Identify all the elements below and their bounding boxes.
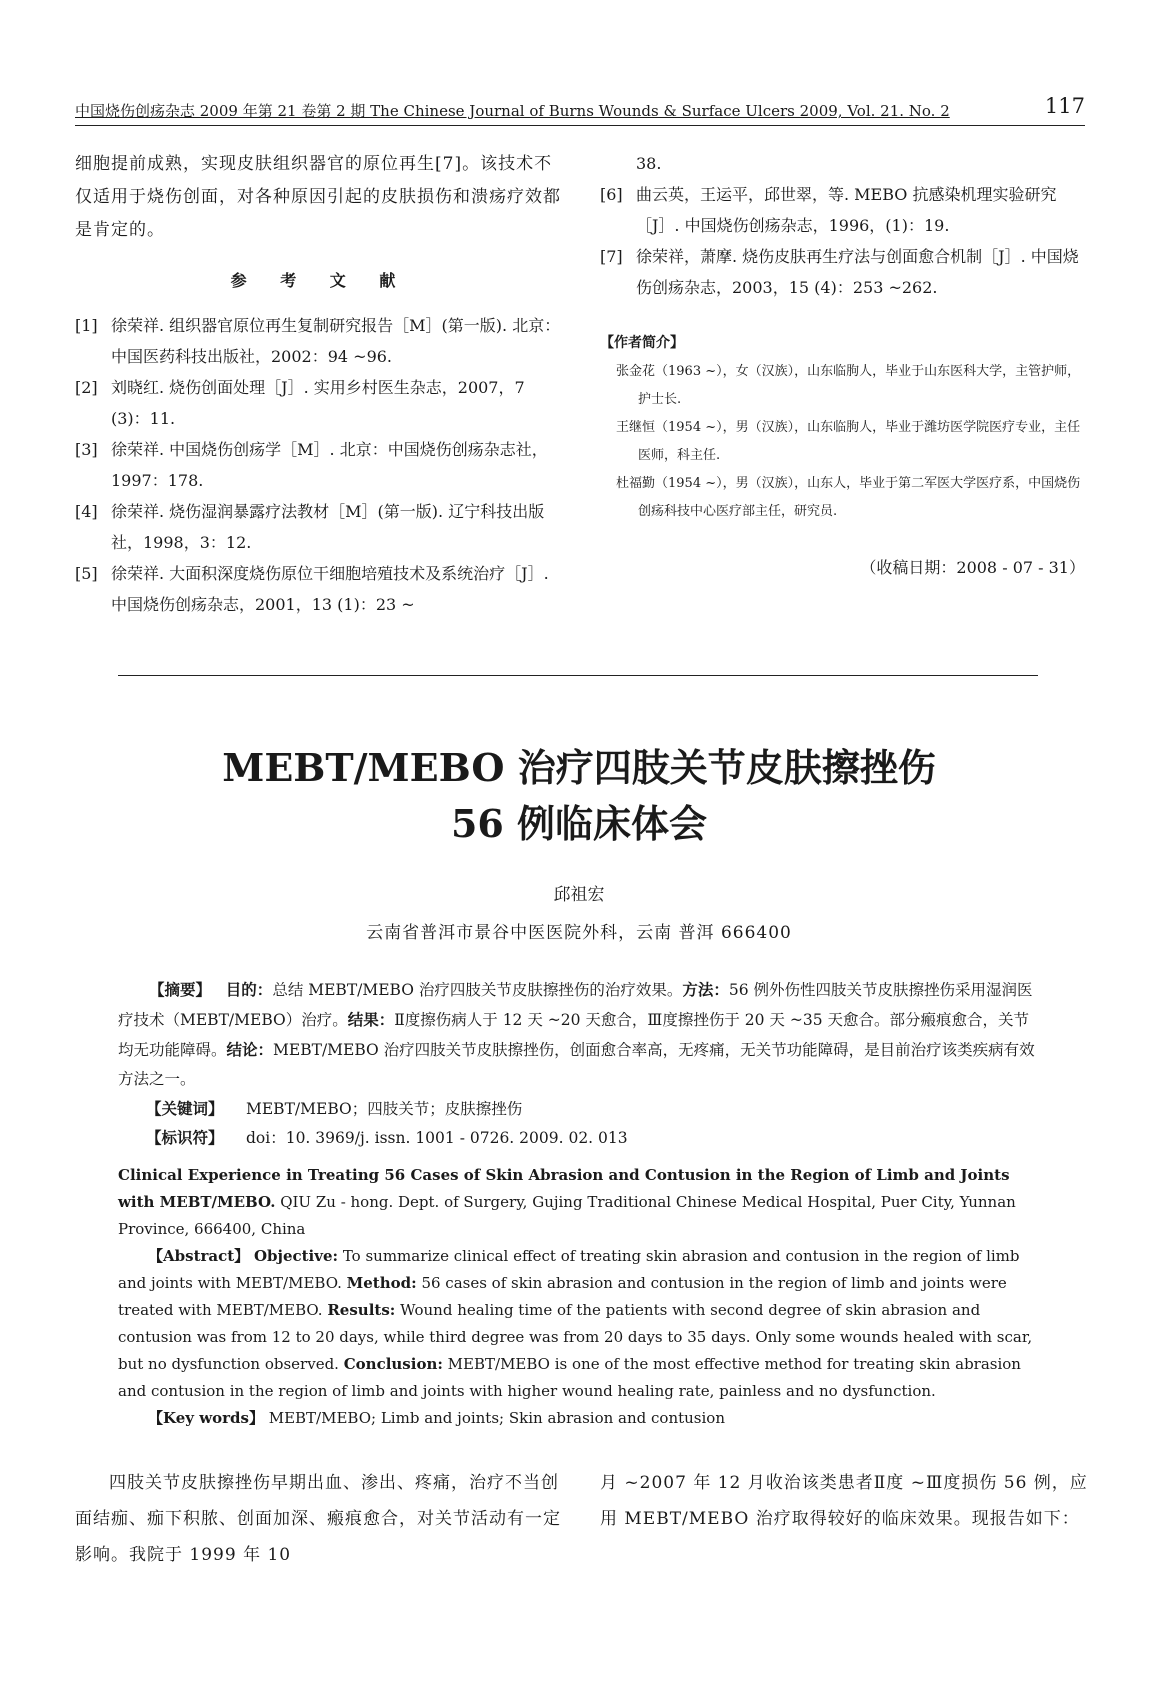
reference-item: [6] 曲云英，王运平，邱世翠，等. MEBO 抗感染机理实验研究［J］. 中国烧伤创疡杂志，1996，(1)：19. — [600, 185, 1057, 235]
reference-continuation: 38. — [636, 154, 662, 173]
en-objective-label: Objective: — [253, 1247, 339, 1265]
author-affiliation: 云南省普洱市景谷中医医院外科，云南 普洱 666400 — [366, 923, 792, 943]
conclusion-text: MEBT/MEBO 治疗四肢关节皮肤擦挫伤，创面愈合率高，无疼痛，无关节功能障碍，是目前治疗该类疾病有效方法之一。 — [118, 1041, 1035, 1088]
objective-label: 目的： — [225, 980, 273, 999]
reference-item: [2] 刘晓红. 烧伤创面处理［J］. 实用乡村医生杂志，2007，7 (3)：11. — [75, 378, 525, 428]
reference-item: [4] 徐荣祥. 烧伤湿润暴露疗法教材［M］(第一版). 辽宁科技出版社，1998，3：12. — [75, 502, 545, 552]
references-list-right — [600, 148, 1090, 303]
article-divider — [118, 675, 1038, 676]
abstract-label: 【摘要】 — [149, 980, 212, 999]
en-method-text: 56 cases of skin abrasion and contusion in the region of limb and joints were treated with MEBT/MEBO. — [118, 1274, 1007, 1319]
reference-item: [3] 徐荣祥. 中国烧伤创疡学［M］. 北京：中国烧伤创疡杂志社，1997：178. — [75, 440, 548, 490]
method-text: 56 例外伤性四肢关节皮肤擦挫伤采用湿润医疗技术（MEBT/MEBO）治疗。 — [118, 981, 1033, 1029]
results-text: Ⅱ度擦伤病人于 12 天 ~20 天愈合，Ⅲ度擦挫伤于 20 天 ~35 天愈合。部分瘢痕愈合，关节均无功能障碍。 — [118, 1011, 1030, 1059]
conclusion-label: 结论： — [226, 1040, 274, 1059]
reference-item: [7] 徐荣祥，萧摩. 烧伤皮肤再生疗法与创面愈合机制［J］. 中国烧伤创疡杂志，2003，15 (4)：253 ~262. — [600, 247, 1079, 297]
author-info — [600, 358, 1090, 526]
author-bio: 张金花（1963 ~），女（汉族），山东临朐人，毕业于山东医科大学，主管护师，护士长. — [616, 364, 1081, 407]
abstract-chinese — [118, 975, 1038, 1152]
en-results-text: Wound healing time of the patients with second degree of skin abrasion and contusion was from 12 to 20 days, while third degree was from 20 days to 35 days. Only some wounds healed with scar, but no dysfunction observed. — [118, 1301, 1033, 1373]
keywords-label: 【关键词】 — [146, 1099, 224, 1118]
title-line-2: 56 例临床体会 — [450, 801, 708, 846]
author-bio: 杜福勤（1954 ~），男（汉族），山东人，毕业于第二军医大学医疗系，中国烧伤创疡科技中心医疗部主任，研究员. — [616, 476, 1081, 519]
body-text-right: 月 ~2007 年 12 月收治该类患者Ⅱ度 ~Ⅲ度损伤 56 例，应用 MEBT/MEBO 治疗取得较好的临床效果。现报告如下： — [600, 1473, 1088, 1529]
running-title: 中国烧伤创疡杂志 2009 年第 21 卷第 2 期 The Chinese Journal of Burns Wounds & Surface Ulcers 2009, Vol. 21. No. 2 — [75, 102, 950, 120]
en-conclusion-label: Conclusion: — [343, 1355, 443, 1373]
author-info-heading: 【作者简介】 — [600, 335, 684, 351]
en-results-label: Results: — [327, 1301, 396, 1319]
body-text-left: 四肢关节皮肤擦挫伤早期出血、渗出、疼痛，治疗不当创面结痂、痂下积脓、创面加深、瘢痕愈合，对关节活动有一定影响。我院于 1999 年 10 — [75, 1473, 561, 1565]
keywords-row — [118, 1094, 1038, 1123]
references-heading: 参 考 文 献 — [230, 271, 410, 290]
running-header — [75, 94, 1085, 124]
identifier-label: 【标识符】 — [146, 1128, 224, 1147]
english-title: Clinical Experience in Treating 56 Cases of Skin Abrasion and Contusion in the Region of Limb and Joints with MEBT/MEBO. — [118, 1166, 1010, 1211]
en-abstract-label: 【Abstract】 — [148, 1247, 250, 1265]
results-label: 结果： — [347, 1010, 395, 1029]
en-keywords-label: 【Key words】 — [148, 1409, 264, 1427]
article-title — [0, 740, 1158, 852]
objective-text: 总结 MEBT/MEBO 治疗四肢关节皮肤擦挫伤的治疗效果。 — [272, 981, 683, 999]
en-keywords-text: MEBT/MEBO; Limb and joints; Skin abrasion and contusion — [263, 1409, 725, 1427]
article-author: 邱祖宏 — [553, 885, 605, 905]
en-conclusion-text: MEBT/MEBO is one of the most effective method for treating skin abrasion and contusion in the region of limb and joints with higher wound healing rate, painless and no dysfunction. — [118, 1355, 1021, 1400]
identifier-row — [118, 1123, 1038, 1152]
title-line-1: MEBT/MEBO 治疗四肢关节皮肤擦挫伤 — [222, 745, 936, 790]
doi-text: doi：10. 3969/j. issn. 1001 - 0726. 2009. 02. 013 — [246, 1129, 628, 1147]
reference-item: [1] 徐荣祥. 组织器官原位再生复制研究报告［M］(第一版). 北京：中国医药科技出版社，2002：94 ~96. — [75, 316, 561, 366]
previous-article-text: 细胞提前成熟，实现皮肤组织器官的原位再生[7]。该技术不仅适用于烧伤创面，对各种原因引起的皮肤损伤和溃疡疗效都是肯定的。 — [75, 154, 561, 240]
author-bio: 王继恒（1954 ~），男（汉族），山东临朐人，毕业于潍坊医学院医疗专业，主任医师，科主任. — [616, 420, 1081, 463]
en-method-label: Method: — [346, 1274, 417, 1292]
method-label: 方法： — [682, 980, 729, 999]
references-list-left — [75, 310, 565, 620]
page-number: 117 — [1044, 94, 1085, 118]
reference-item: [5] 徐荣祥. 大面积深度烧伤原位干细胞培殖技术及系统治疗［J］. 中国烧伤创疡杂志，2001，13 (1)：23 ~ — [75, 564, 549, 614]
received-date: （收稿日期：2008 - 07 - 31） — [860, 558, 1085, 577]
english-byline: QIU Zu - hong. Dept. of Surgery, Gujing Traditional Chinese Medical Hospital, Puer City, Yunnan Province, 666400, China — [118, 1193, 1016, 1238]
keywords-text: MEBT/MEBO；四肢关节；皮肤擦挫伤 — [246, 1100, 523, 1118]
header-rule — [75, 125, 1085, 126]
en-objective-text: To summarize clinical effect of treating skin abrasion and contusion in the region of limb and joints with MEBT/MEBO. — [118, 1247, 1020, 1292]
abstract-english — [118, 1162, 1038, 1432]
